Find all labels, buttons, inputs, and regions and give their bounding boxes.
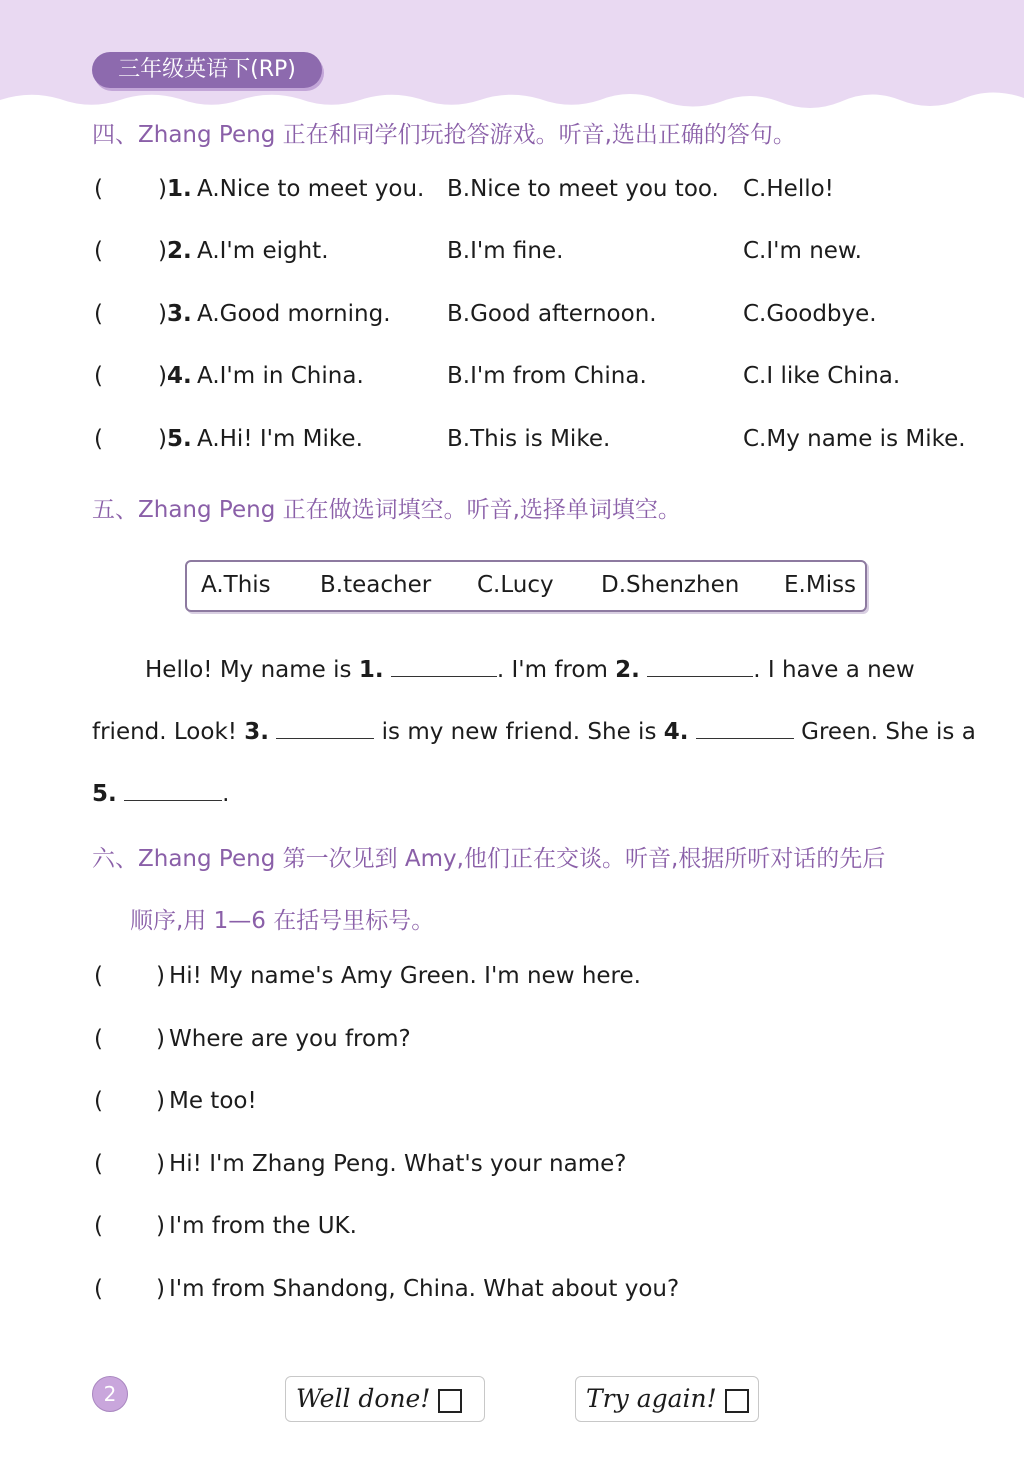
try-again-label: Try again!	[586, 1384, 717, 1413]
dialogue-row	[0, 1213, 1024, 1249]
word-bank	[185, 560, 867, 612]
option-b: B.Nice to meet you too.	[447, 176, 719, 202]
option-c: C.Goodbye.	[743, 301, 877, 327]
paren-open: (	[94, 1151, 103, 1177]
blank-3[interactable]	[276, 714, 374, 739]
option-c: C.I'm new.	[743, 238, 862, 264]
dialogue-row	[0, 963, 1024, 999]
passage-line: 5. .	[92, 776, 229, 807]
order-slot[interactable]: )	[156, 1213, 165, 1239]
section5-title: 五、Zhang Peng 正在做选词填空。听音,选择单词填空。	[92, 497, 681, 523]
order-slot[interactable]: )	[156, 963, 165, 989]
answer-slot[interactable]: )1.	[158, 176, 192, 202]
section6-title: 六、Zhang Peng 第一次见到 Amy,他们正在交谈。听音,根据所听对话的先后	[92, 846, 886, 872]
option-c: C.My name is Mike.	[743, 426, 966, 452]
answer-slot[interactable]: )2.	[158, 238, 192, 264]
blank-4[interactable]	[696, 714, 794, 739]
dialogue-text: I'm from the UK.	[169, 1213, 357, 1239]
dialogue-row	[0, 1276, 1024, 1312]
word-option: D.Shenzhen	[601, 572, 740, 598]
option-a: A.I'm in China.	[197, 363, 364, 389]
paren-open: (	[94, 301, 103, 327]
option-b: B.I'm fine.	[447, 238, 564, 264]
option-a: A.Nice to meet you.	[197, 176, 425, 202]
dialogue-text: Where are you from?	[169, 1026, 411, 1052]
option-c: C.I like China.	[743, 363, 901, 389]
question-row	[0, 363, 1024, 399]
paren-open: (	[94, 363, 103, 389]
well-done-label: Well done!	[296, 1384, 431, 1413]
dialogue-row	[0, 1026, 1024, 1062]
section4-title: 四、Zhang Peng 正在和同学们玩抢答游戏。听音,选出正确的答句。	[92, 122, 796, 148]
passage-line: friend. Look! 3. is my new friend. She is 4. Green. She is a	[92, 714, 976, 745]
passage-line: Hello! My name is 1. . I'm from 2. . I have a new	[145, 652, 915, 683]
word-option: E.Miss	[784, 572, 857, 598]
dialogue-row	[0, 1151, 1024, 1187]
order-slot[interactable]: )	[156, 1026, 165, 1052]
order-slot[interactable]: )	[156, 1276, 165, 1302]
paren-open: (	[94, 1213, 103, 1239]
dialogue-text: I'm from Shandong, China. What about you?	[169, 1276, 680, 1302]
well-done-box	[285, 1376, 485, 1422]
question-row	[0, 301, 1024, 337]
word-option: B.teacher	[320, 572, 432, 598]
blank-5[interactable]	[124, 776, 222, 801]
question-row	[0, 176, 1024, 212]
question-row	[0, 238, 1024, 274]
option-b: B.Good afternoon.	[447, 301, 657, 327]
blank-2[interactable]	[647, 652, 753, 677]
answer-slot[interactable]: )5.	[158, 426, 192, 452]
order-slot[interactable]: )	[156, 1151, 165, 1177]
blank-1[interactable]	[391, 652, 497, 677]
dialogue-text: Me too!	[169, 1088, 257, 1114]
paren-open: (	[94, 1026, 103, 1052]
option-c: C.Hello!	[743, 176, 834, 202]
option-b: B.This is Mike.	[447, 426, 611, 452]
option-a: A.I'm eight.	[197, 238, 329, 264]
paren-open: (	[94, 963, 103, 989]
paren-open: (	[94, 426, 103, 452]
dialogue-text: Hi! My name's Amy Green. I'm new here.	[169, 963, 641, 989]
try-again-box	[575, 1376, 759, 1422]
option-b: B.I'm from China.	[447, 363, 647, 389]
option-a: A.Good morning.	[197, 301, 391, 327]
grade-badge: 三年级英语下(RP)	[92, 52, 322, 88]
word-option: A.This	[201, 572, 271, 598]
dialogue-row	[0, 1088, 1024, 1124]
option-a: A.Hi! I'm Mike.	[197, 426, 363, 452]
page-number: 2	[92, 1376, 128, 1412]
paren-open: (	[94, 1276, 103, 1302]
section6-title-cont: 顺序,用 1—6 在括号里标号。	[130, 908, 435, 934]
paren-open: (	[94, 1088, 103, 1114]
paren-open: (	[94, 176, 103, 202]
word-option: C.Lucy	[477, 572, 554, 598]
dialogue-text: Hi! I'm Zhang Peng. What's your name?	[169, 1151, 627, 1177]
well-done-checkbox[interactable]	[438, 1389, 462, 1413]
paren-open: (	[94, 238, 103, 264]
answer-slot[interactable]: )4.	[158, 363, 192, 389]
order-slot[interactable]: )	[156, 1088, 165, 1114]
question-row	[0, 426, 1024, 462]
answer-slot[interactable]: )3.	[158, 301, 192, 327]
try-again-checkbox[interactable]	[725, 1389, 749, 1413]
